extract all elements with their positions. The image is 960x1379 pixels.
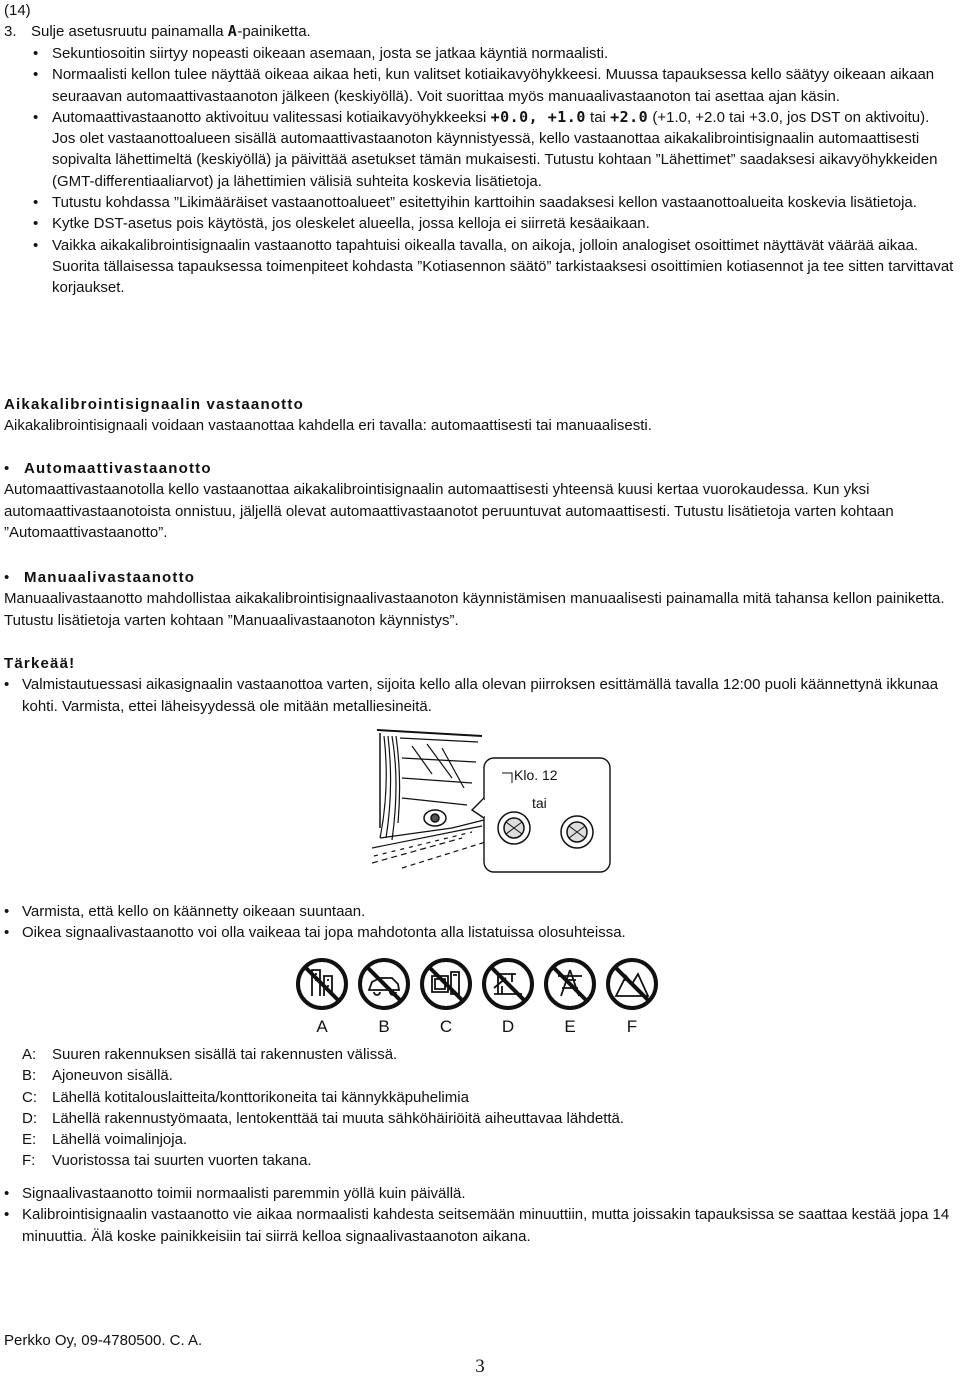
watch-face-right-icon — [561, 816, 593, 848]
manual-heading: • Manuaalivastaanotto — [4, 569, 196, 586]
appliances-icon — [422, 960, 470, 1008]
car-icon — [360, 960, 408, 1008]
construction-icon — [484, 960, 532, 1008]
condition-item-b: B: Ajoneuvon sisällä. — [22, 1067, 173, 1085]
watch-icon — [424, 810, 446, 826]
condition-item-c: C: Lähellä kotitalouslaitteita/konttorikoneita tai kännykkäpuhelimia — [22, 1088, 469, 1106]
illustration-label-klo: Klo. 12 — [514, 767, 558, 783]
section-reception — [4, 394, 954, 437]
condition-item-f: F: Vuoristossa tai suurten vuorten takana. — [22, 1152, 312, 1170]
section-manual — [4, 567, 954, 631]
list-item: • Vaikka aikakalibrointisignaalin vastaanotto tapahtuisi oikealla tavalla, on aikoja, jolloin analogiset osoittimet näyttävät väärää aikaa. Suorita tällaisessa tapauksessa toimenpiteet kohdasta ”Kotiasennon säätö” tarkistaaksesi osoittimien kotiasennot ja tee sitten tarvittavat korjaukset. — [33, 236, 954, 297]
page-number: 3 — [475, 1356, 485, 1377]
final-bullet-list — [4, 1183, 954, 1247]
important-heading: Tärkeää! — [4, 655, 76, 672]
list-item: • Signaalivastaanotto toimii normaalisti paremmin yöllä kuin päivällä. — [4, 1185, 466, 1202]
step-text: Sulje asetusruutu painamalla — [31, 23, 228, 40]
condition-icons — [290, 950, 670, 1040]
list-item: • Sekuntiosoitin siirtyy nopeasti oikeaan asemaan, josta se jatkaa käyntiä normaalisti. — [33, 45, 609, 62]
list-item: • Oikea signaalivastaanotto voi olla vaikeaa tai jopa mahdotonta alla listatuissa olosuhteissa. — [4, 924, 626, 942]
post-bullet-list — [4, 901, 954, 944]
power-line-icon — [546, 960, 594, 1008]
mountain-icon — [608, 960, 656, 1008]
condition-item-a: A: Suuren rakennuksen sisällä tai rakennusten välissä. — [22, 1046, 398, 1063]
list-item: • Tutustu kohdassa ”Likimääräiset vastaanottoalueet” esitettyihin karttoihin saadaksesi kellon vastaanottoalueita koskevia lisätietoja. — [33, 194, 917, 212]
watch-window-illustration — [372, 728, 612, 874]
condition-letter: A — [316, 1017, 328, 1036]
condition-letter: D — [501, 1017, 515, 1036]
list-item: • Valmistautuessasi aikasignaalin vastaanottoa varten, sijoita kello alla olevan piirroksen esittämällä tavalla 12:00 puoli käännettynä ikkunaa kohti. Varmista, ettei läheisyydessä ole mitään metalliesineitä. — [4, 676, 939, 715]
page-label: (14) — [4, 2, 31, 19]
manual-text: Manuaalivastaanotto mahdollistaa aikakalibrointisignaalivastaanoton käynnistämisen manuaalisesti painamalla mitä tahansa kellon painiketta. Tutustu lisätietoja varten kohtaan ”Manuaalivastaanoton käynnistys”. — [4, 590, 945, 629]
section-intro: Aikakalibrointisignaali voidaan vastaanottaa kahdella eri tavalla: automaattisesti tai manuaalisesti. — [4, 417, 652, 435]
condition-letter: C — [439, 1017, 453, 1036]
condition-list — [4, 1044, 954, 1172]
illustration-label-tai: tai — [532, 795, 547, 811]
condition-letter: F — [626, 1017, 638, 1036]
condition-letter: B — [378, 1017, 390, 1036]
footer: Perkko Oy, 09-4780500. C. A. — [4, 1332, 203, 1349]
step-number: 3. — [4, 23, 17, 40]
section-auto — [4, 458, 954, 543]
condition-item-e: E: Lähellä voimalinjoja. — [22, 1131, 188, 1149]
auto-activation-bullet: • Automaattivastaanotto aktivoituu valitessasi kotiaikavyöhykkeeksi +0.0, +1.0 tai +2.0 (+1.0, +2.0 tai +3.0, jos DST on aktivoitu). Jos olet vastaanottoalueen sisällä automaattivastaanoton käynnistyessä, kello vastaanottaa aikakalibrointisignaalin automaattisesti sopivalta lähettimeltä (keskiyöllä) ja päivittää asetukset tämän mukaisesti. Tutustu kohtaan ”Lähettimet” saadaksesi aikavyöhykkeiden (GMT-differentiaaliarvot) ja lähettimien välisiä suhteita koskevia lisätietoja. — [33, 107, 938, 190]
section-important — [4, 653, 954, 717]
list-item: • Kytke DST-asetus pois käytöstä, jos oleskelet alueella, jossa kelloja ei siirretä kesäaikaan. — [33, 215, 650, 233]
list-item: • Normaalisti kellon tulee näyttää oikeaa aikaa heti, kun valitset kotiaikavyöhykkeesi. Muussa tapauksessa kello säätyy oikeaan aikaan seuraavan automaattivastaanoton jälkeen (keskiyöllä). Voit suorittaa myös manuaalivastaanoton tai asettaa ajan käsin. — [33, 66, 935, 105]
step-text-end: -painiketta. — [237, 23, 311, 40]
auto-heading: • Automaattivastaanotto — [4, 460, 212, 477]
key-a-label: A — [227, 22, 238, 40]
building-icon — [298, 960, 346, 1008]
section-heading: Aikakalibrointisignaalin vastaanotto — [4, 396, 304, 413]
list-item: • Kalibrointisignaalin vastaanotto vie aikaa normaalisti kahdesta seitsemään minuuttiin, mutta joissakin tapauksissa se saattaa kestää jopa 14 minuuttia. Älä koske painikkeisiin tai siirrä kelloa signaalivastaanoton aikana. — [4, 1206, 950, 1245]
list-item: • Varmista, että kello on käännetty oikeaan suuntaan. — [4, 903, 366, 920]
step-3 — [4, 21, 954, 42]
step-bullet-list — [4, 43, 954, 299]
condition-item-d: D: Lähellä rakennustyömaata, lentokenttää tai muuta sähköhäiriöitä aiheuttavaa lähdettä. — [22, 1109, 625, 1127]
condition-letter: E — [564, 1017, 576, 1036]
auto-text: Automaattivastaanotolla kello vastaanottaa aikakalibrointisignaalin automaattisesti yhteensä kuusi kertaa vuorokaudessa. Kun yksi automaattivastaanotoista onnistuu, jäljellä olevat automaattivastaanotot peruuntuvat automaattisesti. Tutustu lisätietoja varten kohtaan ”Automaattivastaanotto”. — [4, 481, 894, 541]
watch-face-left-icon — [498, 812, 530, 844]
